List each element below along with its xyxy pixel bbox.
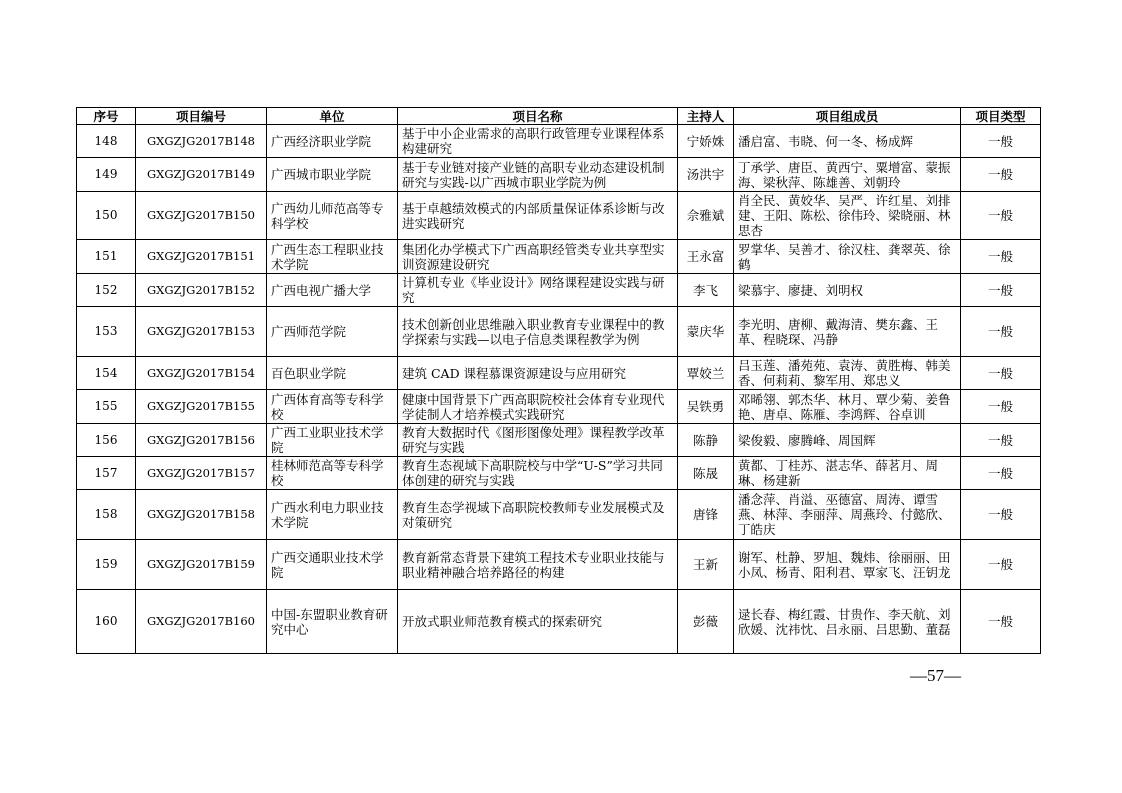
table-row: [77, 390, 1041, 424]
table-row: [77, 424, 1041, 457]
cell-project-name: 基于中小企业需求的高职行政管理专业课程体系构建研究: [398, 125, 678, 158]
cell-project-type: 一般: [961, 357, 1041, 390]
header-host: 主持人: [678, 108, 734, 125]
cell-project-type: 一般: [961, 390, 1041, 424]
cell-members: 谢军、杜静、罗旭、魏炜、徐丽丽、田小凤、杨青、阳利君、覃家飞、汪钥龙: [734, 540, 961, 590]
cell-seq: 155: [77, 390, 136, 424]
cell-project-code: GXGZJG2017B157: [136, 457, 267, 490]
header-project-name: 项目名称: [398, 108, 678, 125]
cell-host: 蒙庆华: [678, 307, 734, 357]
cell-project-type: 一般: [961, 307, 1041, 357]
cell-seq: 148: [77, 125, 136, 158]
cell-project-code: GXGZJG2017B158: [136, 490, 267, 540]
cell-seq: 150: [77, 192, 136, 240]
cell-members: 罗掌华、吴善才、徐汉柱、龚翠英、徐鹤: [734, 240, 961, 274]
cell-project-name: 基于专业链对接产业链的高职专业动态建设机制研究与实践-以广西城市职业学院为例: [398, 158, 678, 192]
cell-members: 丁承学、唐臣、黄西宁、粟增富、蒙振海、梁秋萍、陈雄善、刘朝玲: [734, 158, 961, 192]
cell-project-type: 一般: [961, 424, 1041, 457]
cell-project-type: 一般: [961, 490, 1041, 540]
cell-unit: 广西生态工程职业技术学院: [267, 240, 398, 274]
cell-seq: 156: [77, 424, 136, 457]
cell-project-type: 一般: [961, 590, 1041, 654]
cell-project-code: GXGZJG2017B151: [136, 240, 267, 274]
page-number: —57—: [910, 666, 961, 685]
cell-seq: 160: [77, 590, 136, 654]
cell-project-name: 基于卓越绩效模式的内部质量保证体系诊断与改进实践研究: [398, 192, 678, 240]
cell-host: 李飞: [678, 274, 734, 307]
cell-members: 肖全民、黄姣华、吴严、许红星、刘排建、王阳、陈松、徐伟玲、梁晓丽、林思杏: [734, 192, 961, 240]
table-row: [77, 192, 1041, 240]
cell-project-code: GXGZJG2017B159: [136, 540, 267, 590]
cell-seq: 152: [77, 274, 136, 307]
table-header-row: [77, 108, 1041, 125]
table-row: [77, 540, 1041, 590]
cell-project-name: 技术创新创业思维融入职业教育专业课程中的教学探索与实践—以电子信息类课程教学为例: [398, 307, 678, 357]
cell-host: 陈静: [678, 424, 734, 457]
cell-unit: 广西体育高等专科学校: [267, 390, 398, 424]
project-table: [76, 107, 1041, 654]
cell-project-name: 教育大数据时代《图形图像处理》课程教学改革研究与实践: [398, 424, 678, 457]
cell-project-type: 一般: [961, 192, 1041, 240]
cell-unit: 桂林师范高等专科学校: [267, 457, 398, 490]
cell-host: 唐锋: [678, 490, 734, 540]
table-row: [77, 357, 1041, 390]
cell-project-type: 一般: [961, 158, 1041, 192]
cell-project-type: 一般: [961, 457, 1041, 490]
table-row: [77, 240, 1041, 274]
cell-seq: 153: [77, 307, 136, 357]
table-row: [77, 125, 1041, 158]
cell-unit: 百色职业学院: [267, 357, 398, 390]
cell-project-type: 一般: [961, 540, 1041, 590]
cell-unit: 广西水利电力职业技术学院: [267, 490, 398, 540]
cell-project-name: 健康中国背景下广西高职院校社会体育专业现代学徒制人才培养模式实践研究: [398, 390, 678, 424]
table-row: [77, 158, 1041, 192]
cell-host: 彭薇: [678, 590, 734, 654]
cell-host: 王永富: [678, 240, 734, 274]
cell-unit: 广西经济职业学院: [267, 125, 398, 158]
cell-members: 黄都、丁桂苏、湛志华、薛茗月、周琳、杨建新: [734, 457, 961, 490]
cell-project-type: 一般: [961, 240, 1041, 274]
cell-unit: 广西幼儿师范高等专科学校: [267, 192, 398, 240]
cell-seq: 149: [77, 158, 136, 192]
table-row: [77, 590, 1041, 654]
table-row: [77, 457, 1041, 490]
cell-host: 宁娇姝: [678, 125, 734, 158]
cell-host: 吴铁勇: [678, 390, 734, 424]
cell-project-code: GXGZJG2017B153: [136, 307, 267, 357]
header-unit: 单位: [267, 108, 398, 125]
cell-host: 王新: [678, 540, 734, 590]
cell-project-name: 建筑 CAD 课程慕课资源建设与应用研究: [398, 357, 678, 390]
header-project-type: 项目类型: [961, 108, 1041, 125]
cell-unit: 广西交通职业技术学院: [267, 540, 398, 590]
cell-seq: 158: [77, 490, 136, 540]
cell-host: 覃姣兰: [678, 357, 734, 390]
cell-members: 梁慕宇、廖捷、刘明权: [734, 274, 961, 307]
cell-members: 梁俊毅、廖腾峰、周国辉: [734, 424, 961, 457]
cell-members: 吕玉莲、潘苑苑、袁涛、黄胜梅、韩美香、何莉莉、黎军用、郑忠义: [734, 357, 961, 390]
table-row: [77, 490, 1041, 540]
cell-unit: 广西电视广播大学: [267, 274, 398, 307]
table-row: [77, 274, 1041, 307]
cell-project-code: GXGZJG2017B154: [136, 357, 267, 390]
cell-project-name: 教育新常态背景下建筑工程技术专业职业技能与职业精神融合培养路径的构建: [398, 540, 678, 590]
cell-project-code: GXGZJG2017B150: [136, 192, 267, 240]
cell-seq: 159: [77, 540, 136, 590]
header-seq: 序号: [77, 108, 136, 125]
cell-seq: 151: [77, 240, 136, 274]
header-project-code: 项目编号: [136, 108, 267, 125]
cell-project-name: 开放式职业师范教育模式的探索研究: [398, 590, 678, 654]
cell-project-name: 集团化办学模式下广西高职经管类专业共享型实训资源建设研究: [398, 240, 678, 274]
cell-project-type: 一般: [961, 125, 1041, 158]
cell-unit: 广西工业职业技术学院: [267, 424, 398, 457]
cell-seq: 154: [77, 357, 136, 390]
cell-host: 汤洪宇: [678, 158, 734, 192]
header-members: 项目组成员: [734, 108, 961, 125]
cell-members: 逯长春、梅红霞、甘贵作、李天航、刘欣媛、沈祎忱、吕永丽、吕思勤、董磊: [734, 590, 961, 654]
cell-seq: 157: [77, 457, 136, 490]
cell-host: 佘雅斌: [678, 192, 734, 240]
cell-project-code: GXGZJG2017B155: [136, 390, 267, 424]
cell-unit: 中国-东盟职业教育研究中心: [267, 590, 398, 654]
cell-project-code: GXGZJG2017B156: [136, 424, 267, 457]
cell-project-code: GXGZJG2017B149: [136, 158, 267, 192]
cell-members: 潘启富、韦晓、何一冬、杨成辉: [734, 125, 961, 158]
cell-project-name: 教育生态视域下高职院校与中学“U-S”学习共同体创建的研究与实践: [398, 457, 678, 490]
cell-project-code: GXGZJG2017B152: [136, 274, 267, 307]
cell-project-code: GXGZJG2017B160: [136, 590, 267, 654]
table-row: [77, 307, 1041, 357]
cell-members: 邓晞翎、郭杰华、林月、覃少菊、姜鲁艳、唐卓、陈雁、李鸿辉、谷卓训: [734, 390, 961, 424]
cell-unit: 广西师范学院: [267, 307, 398, 357]
cell-members: 潘念萍、肖溢、巫德富、周涛、谭雪燕、林萍、李丽萍、周燕玲、付懿欣、丁皓庆: [734, 490, 961, 540]
cell-project-name: 计算机专业《毕业设计》网络课程建设实践与研究: [398, 274, 678, 307]
cell-unit: 广西城市职业学院: [267, 158, 398, 192]
cell-project-name: 教育生态学视域下高职院校教师专业发展模式及对策研究: [398, 490, 678, 540]
cell-members: 李光明、唐柳、戴海清、樊东鑫、王革、程晓琛、冯静: [734, 307, 961, 357]
cell-project-code: GXGZJG2017B148: [136, 125, 267, 158]
cell-host: 陈晟: [678, 457, 734, 490]
cell-project-type: 一般: [961, 274, 1041, 307]
